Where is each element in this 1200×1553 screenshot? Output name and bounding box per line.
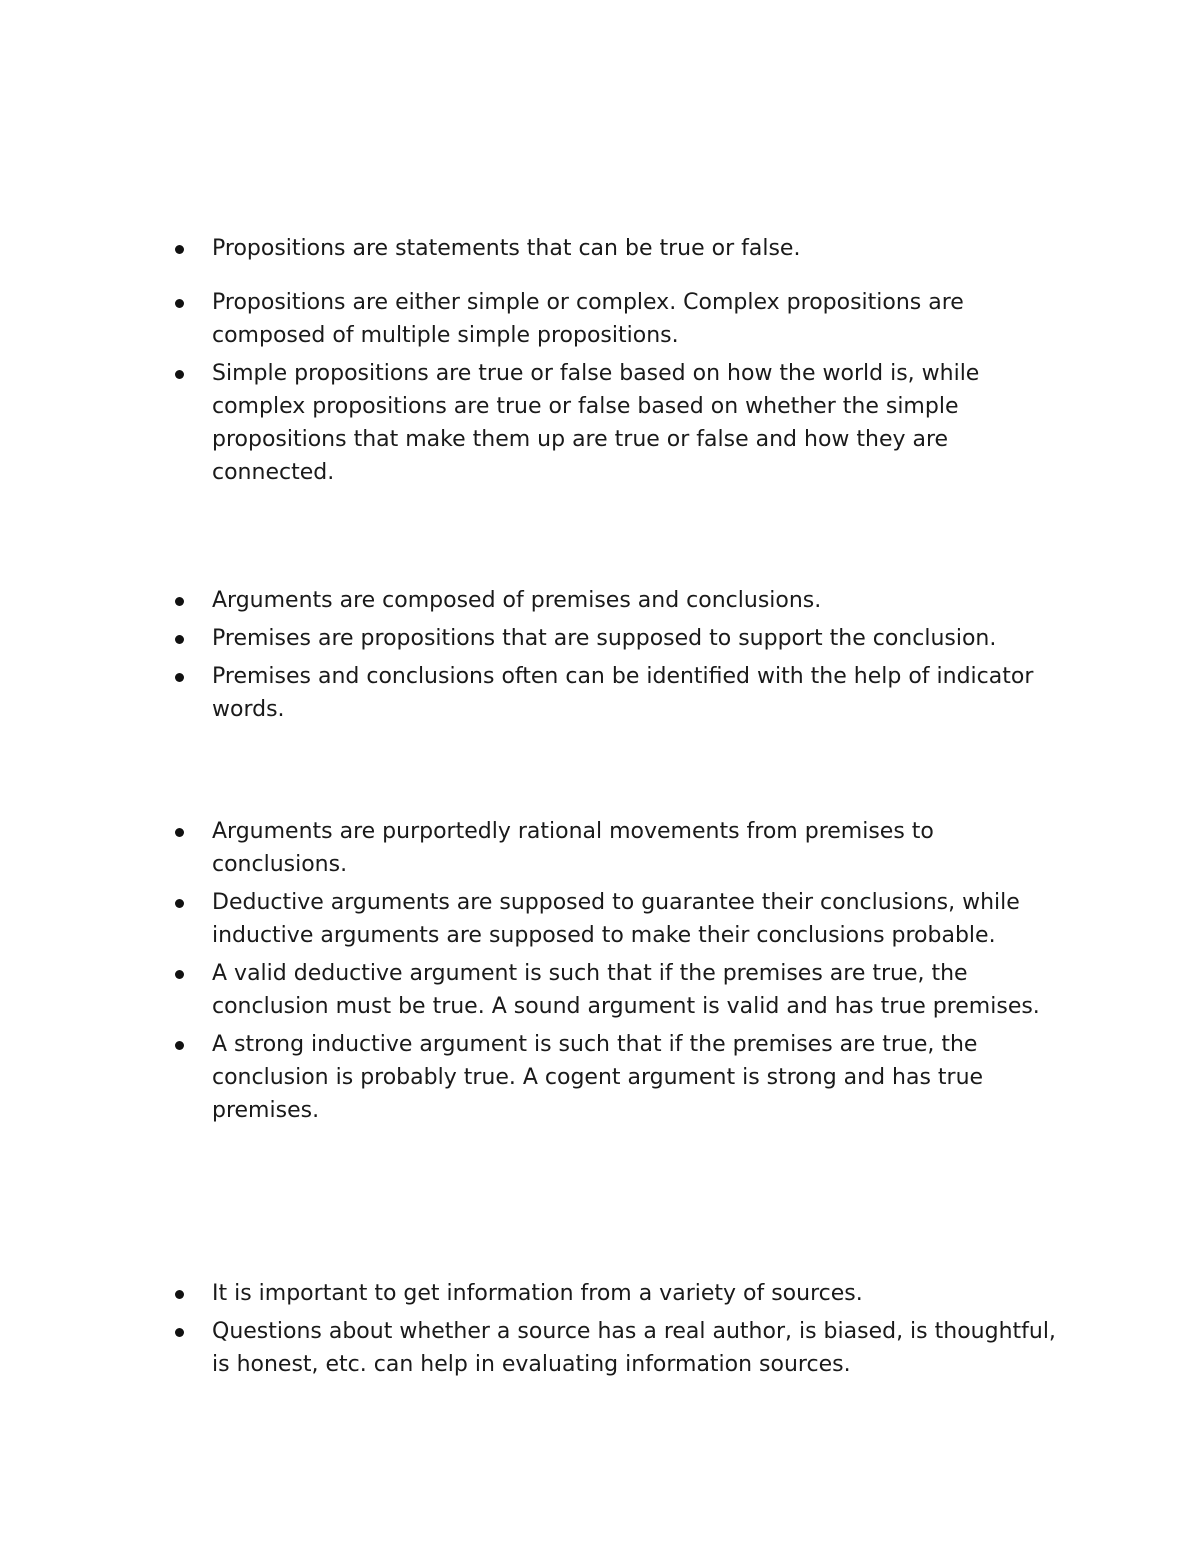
bullet-icon <box>175 370 184 379</box>
bullet-icon <box>175 1328 184 1337</box>
bullet-icon <box>175 1041 184 1050</box>
list-item-text: Premises and conclusions often can be identified with the help of indicator words. <box>212 664 1034 722</box>
bullet-icon <box>175 597 184 606</box>
list-item-text: It is important to get information from a variety of sources. <box>212 1281 863 1306</box>
list-item-text: Questions about whether a source has a real author, is biased, is thoughtful, is honest, etc. can help in evaluating information sources. <box>212 1319 1056 1377</box>
list-item <box>172 1028 1072 1127</box>
list-item-text: Arguments are purportedly rational movements from premises to conclusions. <box>212 819 934 877</box>
list-item <box>172 584 1072 617</box>
list-item <box>172 815 1072 881</box>
bullet-icon <box>175 899 184 908</box>
bullet-icon <box>175 635 184 644</box>
list-item-text: Propositions are statements that can be true or false. <box>212 236 801 261</box>
list-item <box>172 660 1072 726</box>
list-item-text: A valid deductive argument is such that if the premises are true, the conclusion must be true. A sound argument is valid and has true premises. <box>212 961 1040 1019</box>
list-item-text: A strong inductive argument is such that if the premises are true, the conclusion is probably true. A cogent argument is strong and has true premises. <box>212 1032 984 1123</box>
list-item <box>172 1277 1072 1310</box>
list-item <box>172 232 1072 265</box>
bullet-icon <box>175 828 184 837</box>
list-item-text: Deductive arguments are supposed to guarantee their conclusions, while inductive arguments are supposed to make their conclusions probable. <box>212 890 1020 948</box>
bullet-icon <box>175 245 184 254</box>
list-item-text: Propositions are either simple or complex. Complex propositions are composed of multiple simple propositions. <box>212 290 964 348</box>
list-item <box>172 622 1072 655</box>
list-item-text: Simple propositions are true or false based on how the world is, while complex propositions are true or false based on whether the simple propositions that make them up are true or false and how they are connected. <box>212 361 980 485</box>
list-item <box>172 357 1072 489</box>
bullet-icon <box>175 299 184 308</box>
list-item <box>172 886 1072 952</box>
bullet-list-sources <box>172 1277 1072 1386</box>
bullet-icon <box>175 673 184 682</box>
bullet-icon <box>175 970 184 979</box>
list-item <box>172 1315 1072 1381</box>
list-item-text: Arguments are composed of premises and conclusions. <box>212 588 822 613</box>
list-item <box>172 957 1072 1023</box>
list-item <box>172 286 1072 352</box>
bullet-list-deductive-inductive <box>172 815 1072 1132</box>
bullet-list-propositions <box>172 232 1072 494</box>
bullet-icon <box>175 1290 184 1299</box>
bullet-list-arguments <box>172 584 1072 731</box>
list-item-text: Premises are propositions that are supposed to support the conclusion. <box>212 626 997 651</box>
